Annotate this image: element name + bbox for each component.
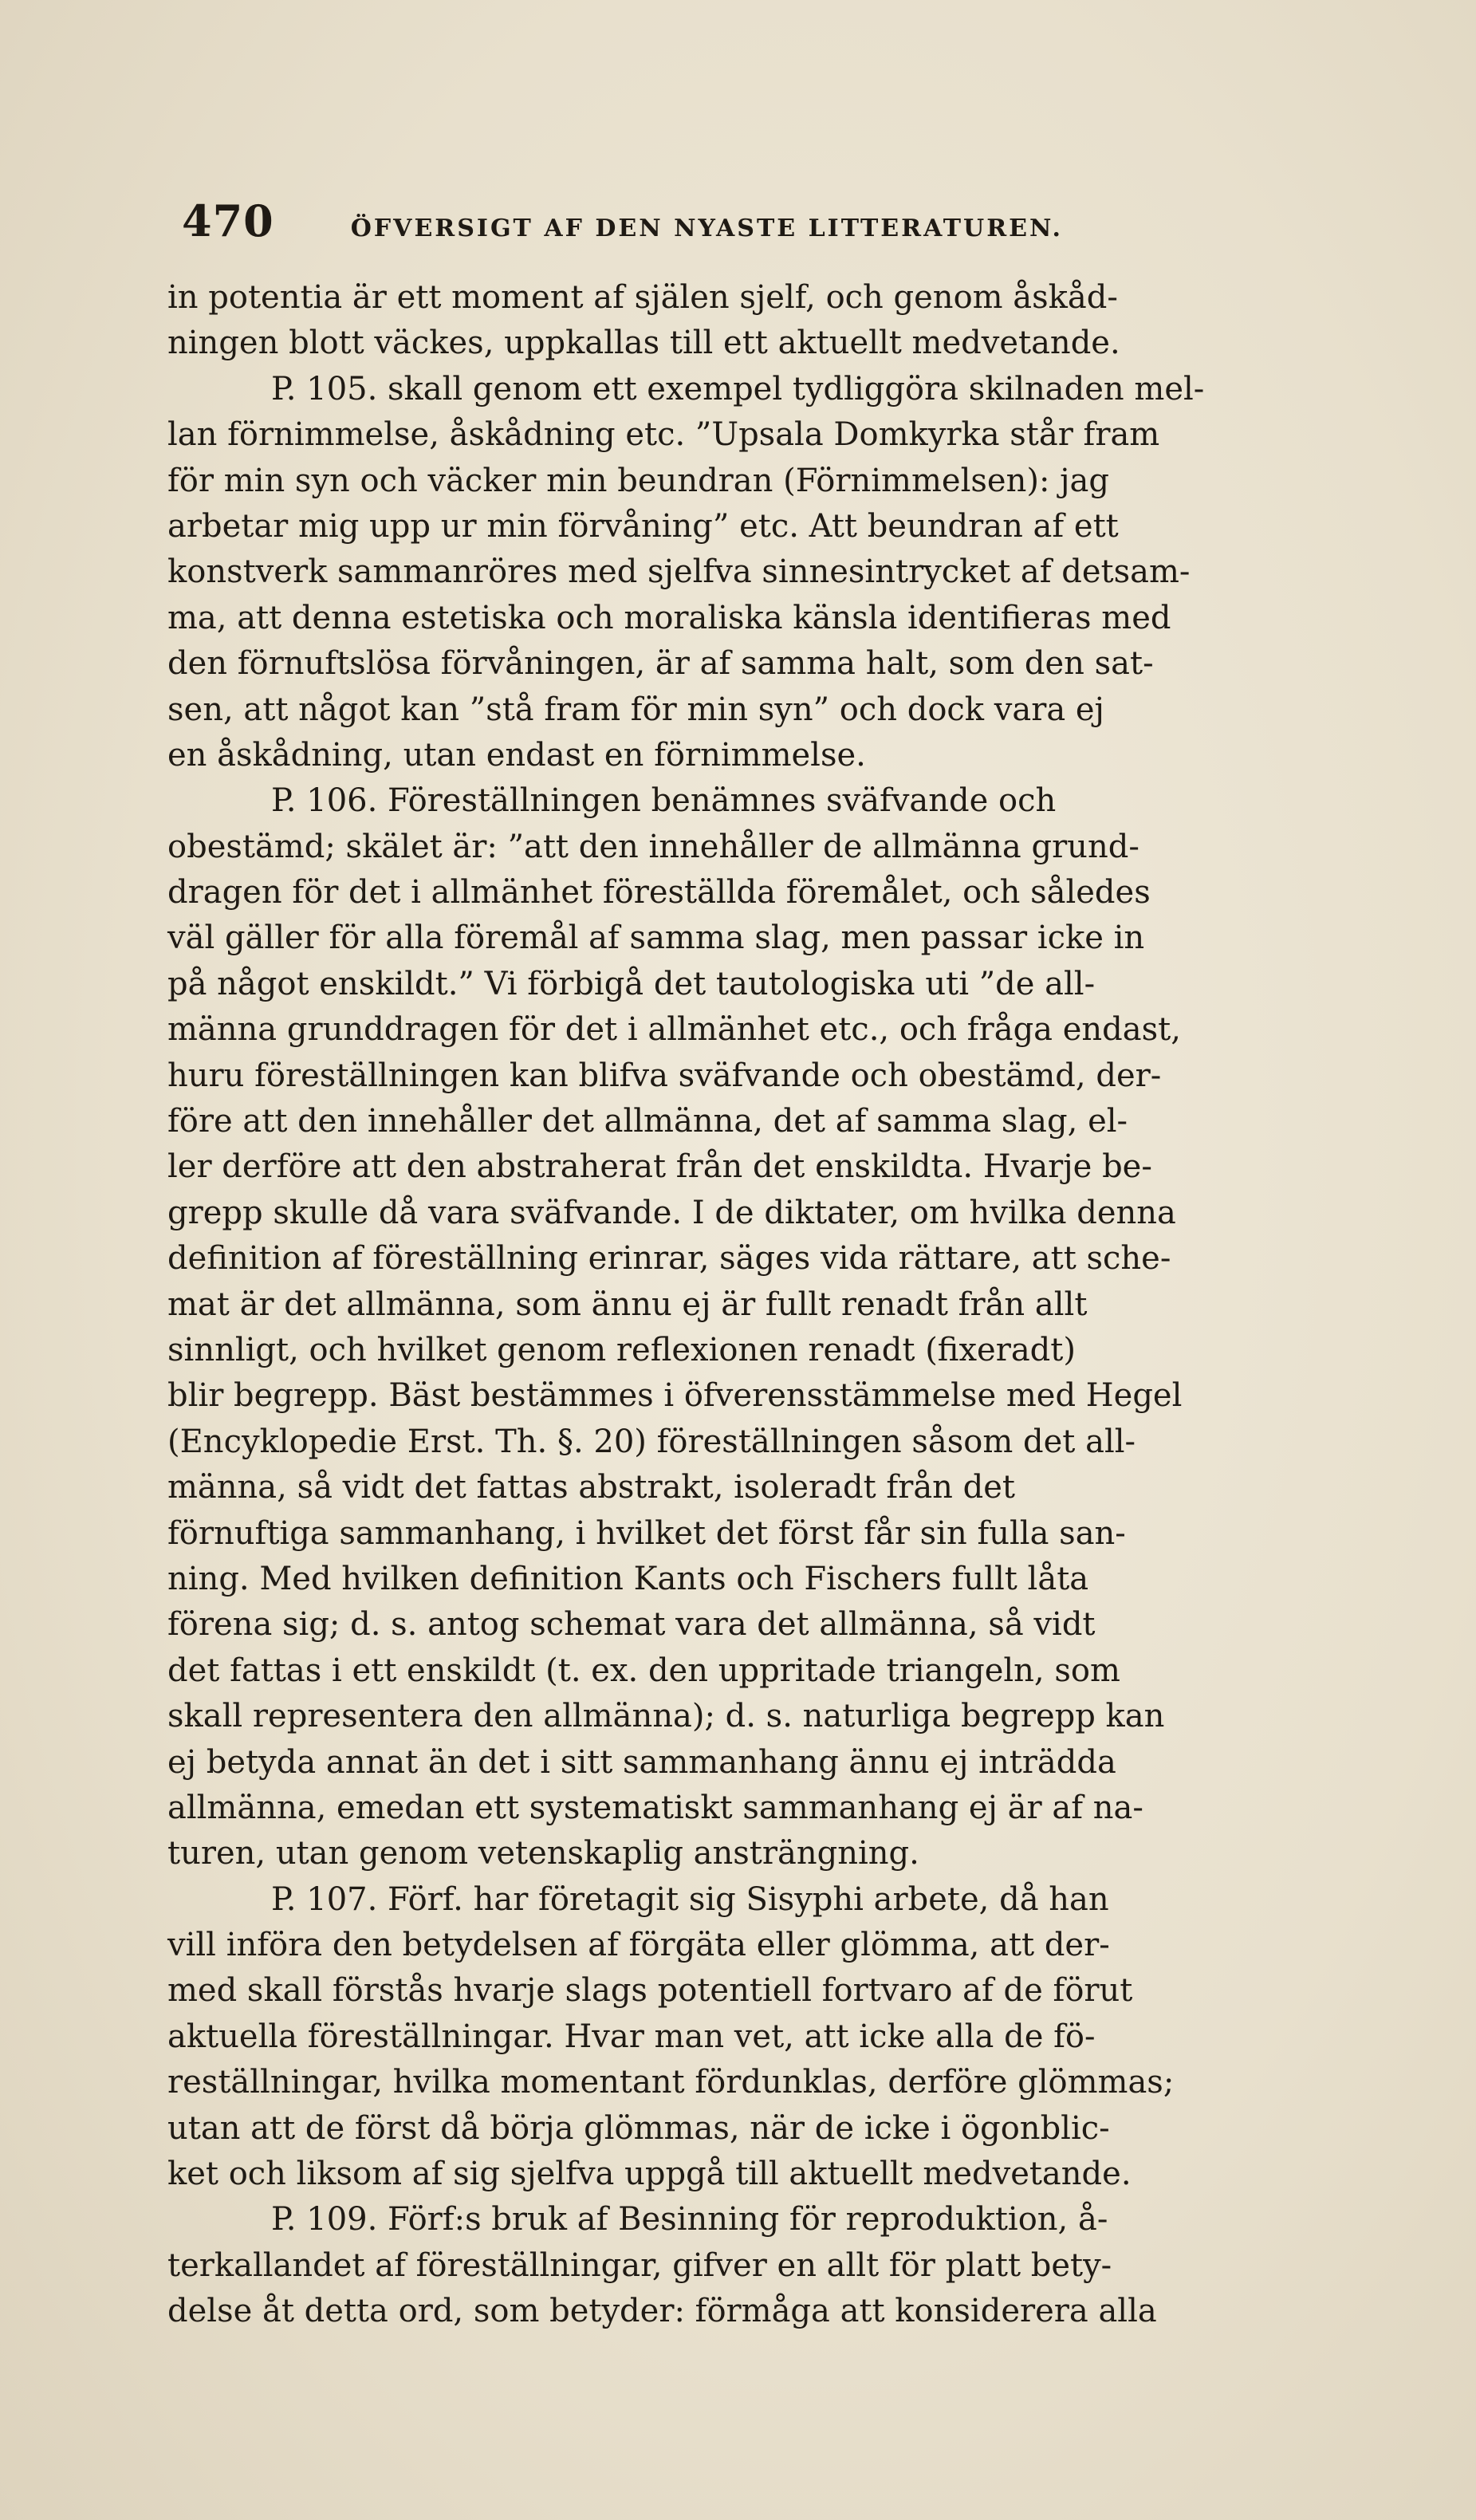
text-line: sen, att något kan ”stå fram för min syn” och dock vara ej bbox=[167, 691, 1104, 728]
text-line: P. 109. Förf:s bruk af Besinning för reproduktion, å- bbox=[271, 2201, 1108, 2238]
text-line: före att den innehåller det allmänna, det af samma slag, el- bbox=[167, 1103, 1128, 1140]
text-line: ket och liksom af sig sjelfva uppgå till aktuellt medvetande. bbox=[167, 2156, 1132, 2193]
text-line: sinnligt, och hvilket genom reflexionen renadt (fixeradt) bbox=[167, 1331, 1076, 1368]
text-line: (Encyklopedie Erst. Th. §. 20) föreställningen såsom det all- bbox=[167, 1423, 1136, 1460]
text-line: P. 106. Föreställningen benämnes sväfvande och bbox=[271, 782, 1057, 820]
page-header bbox=[182, 195, 1378, 251]
text-line: förnuftiga sammanhang, i hvilket det först får sin fulla san- bbox=[167, 1514, 1126, 1552]
text-line: konstverk sammanröres med sjelfva sinnesintrycket af detsam- bbox=[167, 553, 1191, 591]
text-line: för min syn och väcker min beundran (Förnimmelsen): jag bbox=[167, 462, 1109, 499]
text-line: P. 107. Förf. har företagit sig Sisyphi arbete, då han bbox=[271, 1880, 1109, 1918]
text-line: ler derföre att den abstraherat från det enskildta. Hvarje be- bbox=[167, 1148, 1152, 1186]
text-line: delse åt detta ord, som betyder: förmåga att konsiderera alla bbox=[167, 2293, 1157, 2330]
text-line: definition af föreställning erinrar, säges vida rättare, att sche- bbox=[167, 1240, 1171, 1278]
text-line: arbetar mig upp ur min förvåning” etc. Att beundran af ett bbox=[167, 507, 1119, 545]
text-line: det fattas i ett enskildt (t. ex. den uppritade triangeln, som bbox=[167, 1652, 1120, 1689]
text-line: väl gäller för alla föremål af samma slag, men passar icke in bbox=[167, 919, 1145, 957]
text-line: in potentia är ett moment af själen sjelf, och genom åskåd- bbox=[167, 279, 1118, 316]
text-line: ma, att denna estetiska och moraliska känsla identifieras med bbox=[167, 599, 1171, 636]
text-line: en åskådning, utan endast en förnimmelse. bbox=[167, 736, 866, 774]
text-line: på något enskildt.” Vi förbigå det tautologiska uti ”de all- bbox=[167, 965, 1096, 1002]
text-line: ej betyda annat än det i sitt sammanhang ännu ej inträdda bbox=[167, 1743, 1116, 1781]
text-line: aktuella föreställningar. Hvar man vet, att icke alla de fö- bbox=[167, 2018, 1096, 2055]
text-line: terkallandet af föreställningar, gifver en allt för platt bety- bbox=[167, 2246, 1112, 2284]
text-line: ning. Med hvilken definition Kants och Fischers fullt låta bbox=[167, 1560, 1089, 1597]
text-line: vill införa den betydelsen af förgäta eller glömma, att der- bbox=[167, 1927, 1110, 1964]
text-line: grepp skulle då vara sväfvande. I de diktater, om hvilka denna bbox=[167, 1194, 1176, 1231]
text-line: mat är det allmänna, som ännu ej är fullt renadt från allt bbox=[167, 1286, 1088, 1323]
text-line: den förnuftslösa förvåningen, är af samma halt, som den sat- bbox=[167, 645, 1154, 683]
text-line: skall representera den allmänna); d. s. naturliga begrepp kan bbox=[167, 1698, 1165, 1735]
text-line: utan att de först då börja glömmas, när de icke i ögonblic- bbox=[167, 2109, 1110, 2147]
text-line: med skall förstås hvarje slags potentiell fortvaro af de förut bbox=[167, 1972, 1133, 2010]
text-line: dragen för det i allmänhet föreställda föremålet, och således bbox=[167, 874, 1151, 912]
text-line: ningen blott väckes, uppkallas till ett aktuellt medvetande. bbox=[167, 325, 1120, 362]
text-line: reställningar, hvilka momentant fördunklas, derföre glömmas; bbox=[167, 2064, 1175, 2101]
text-line: obestämd; skälet är: ”att den innehåller de allmänna grund- bbox=[167, 828, 1139, 865]
text-line: männa, så vidt det fattas abstrakt, isoleradt från det bbox=[167, 1469, 1016, 1506]
body-text bbox=[167, 275, 1387, 2335]
text-line: förena sig; d. s. antog schemat vara det allmänna, så vidt bbox=[167, 1606, 1096, 1644]
text-line: allmänna, emedan ett systematiskt sammanhang ej är af na- bbox=[167, 1789, 1143, 1826]
page-number: 470 bbox=[182, 195, 274, 246]
text-line: P. 105. skall genom ett exempel tydliggöra skilnaden mel- bbox=[271, 370, 1205, 408]
text-line: lan förnimmelse, åskådning etc. ”Upsala Domkyrka står fram bbox=[167, 416, 1160, 454]
running-head: ÖFVERSIGT AF DEN NYASTE LITTERATUREN. bbox=[350, 215, 1063, 242]
text-line: blir begrepp. Bäst bestämmes i öfverensstämmelse med Hegel bbox=[167, 1377, 1183, 1415]
text-line: huru föreställningen kan blifva sväfvande och obestämd, der- bbox=[167, 1057, 1162, 1094]
text-line: männa grunddragen för det i allmänhet etc., och fråga endast, bbox=[167, 1011, 1181, 1049]
text-line: turen, utan genom vetenskaplig ansträngning. bbox=[167, 1835, 919, 1872]
